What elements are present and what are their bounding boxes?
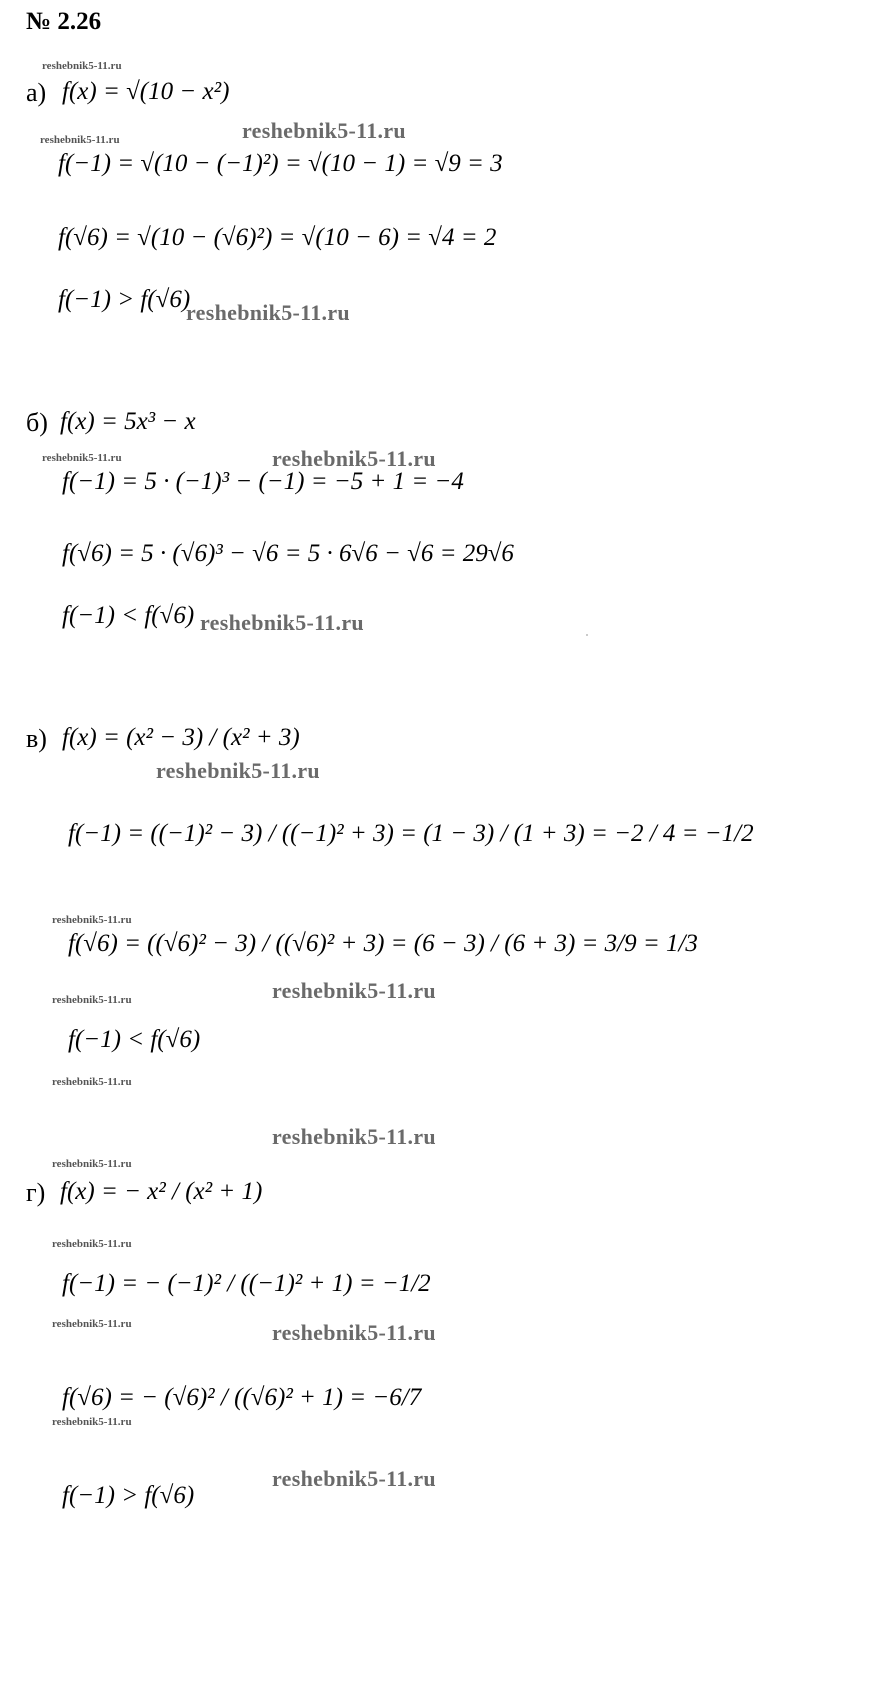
watermark-small: reshebnik5-11.ru: [42, 452, 122, 464]
watermark-big: reshebnik5-11.ru: [272, 978, 436, 1003]
watermark-big: reshebnik5-11.ru: [186, 300, 350, 325]
watermark-big: reshebnik5-11.ru: [242, 118, 406, 143]
speck: [586, 634, 588, 636]
function-a: f(x) = √(10 − x²): [62, 78, 230, 105]
watermark-big: reshebnik5-11.ru: [200, 610, 364, 635]
function-b: f(x) = 5x³ − x: [60, 408, 196, 435]
equation-b-3: f(−1) < f(√6): [62, 602, 195, 629]
part-label-c: в): [26, 724, 47, 753]
watermark-small: reshebnik5-11.ru: [52, 1076, 132, 1088]
part-label-b: б): [26, 408, 48, 437]
watermark-big: reshebnik5-11.ru: [272, 1320, 436, 1345]
function-c: f(x) = (x² − 3) / (x² + 3): [62, 724, 300, 751]
watermark-small: reshebnik5-11.ru: [42, 60, 122, 72]
watermark-small: reshebnik5-11.ru: [52, 1158, 132, 1170]
watermark-small: reshebnik5-11.ru: [52, 1238, 132, 1250]
watermark-small: reshebnik5-11.ru: [52, 1318, 132, 1330]
equation-c-3: f(−1) < f(√6): [68, 1026, 201, 1053]
part-label-d: г): [26, 1178, 46, 1207]
equation-a-3: f(−1) > f(√6): [58, 286, 191, 313]
equation-c-1: f(−1) = ((−1)² − 3) / ((−1)² + 3) = (1 − 3) / (1 + 3) = −2 / 4 = −1/2: [68, 820, 754, 847]
watermark-big: reshebnik5-11.ru: [272, 1466, 436, 1491]
equation-b-2: f(√6) = 5 · (√6)³ − √6 = 5 · 6√6 − √6 = 29√6: [62, 540, 514, 567]
part-label-a: а): [26, 78, 47, 107]
equation-b-1: f(−1) = 5 · (−1)³ − (−1) = −5 + 1 = −4: [62, 468, 464, 495]
watermark-small: reshebnik5-11.ru: [52, 994, 132, 1006]
watermark-big: reshebnik5-11.ru: [272, 446, 436, 471]
function-d: f(x) = − x² / (x² + 1): [60, 1178, 263, 1205]
page-title: № 2.26: [26, 8, 102, 35]
equation-a-1: f(−1) = √(10 − (−1)²) = √(10 − 1) = √9 = 3: [58, 150, 503, 177]
equation-d-2: f(√6) = − (√6)² / ((√6)² + 1) = −6/7: [62, 1384, 422, 1411]
equation-c-2: f(√6) = ((√6)² − 3) / ((√6)² + 3) = (6 − 3) / (6 + 3) = 3/9 = 1/3: [68, 930, 698, 957]
equation-d-3: f(−1) > f(√6): [62, 1482, 195, 1509]
watermark-big: reshebnik5-11.ru: [272, 1124, 436, 1149]
watermark-big: reshebnik5-11.ru: [156, 758, 320, 783]
watermark-small: reshebnik5-11.ru: [40, 134, 120, 146]
equation-d-1: f(−1) = − (−1)² / ((−1)² + 1) = −1/2: [62, 1270, 431, 1297]
equation-a-2: f(√6) = √(10 − (√6)²) = √(10 − 6) = √4 = 2: [58, 224, 497, 251]
watermark-small: reshebnik5-11.ru: [52, 1416, 132, 1428]
watermark-small: reshebnik5-11.ru: [52, 914, 132, 926]
